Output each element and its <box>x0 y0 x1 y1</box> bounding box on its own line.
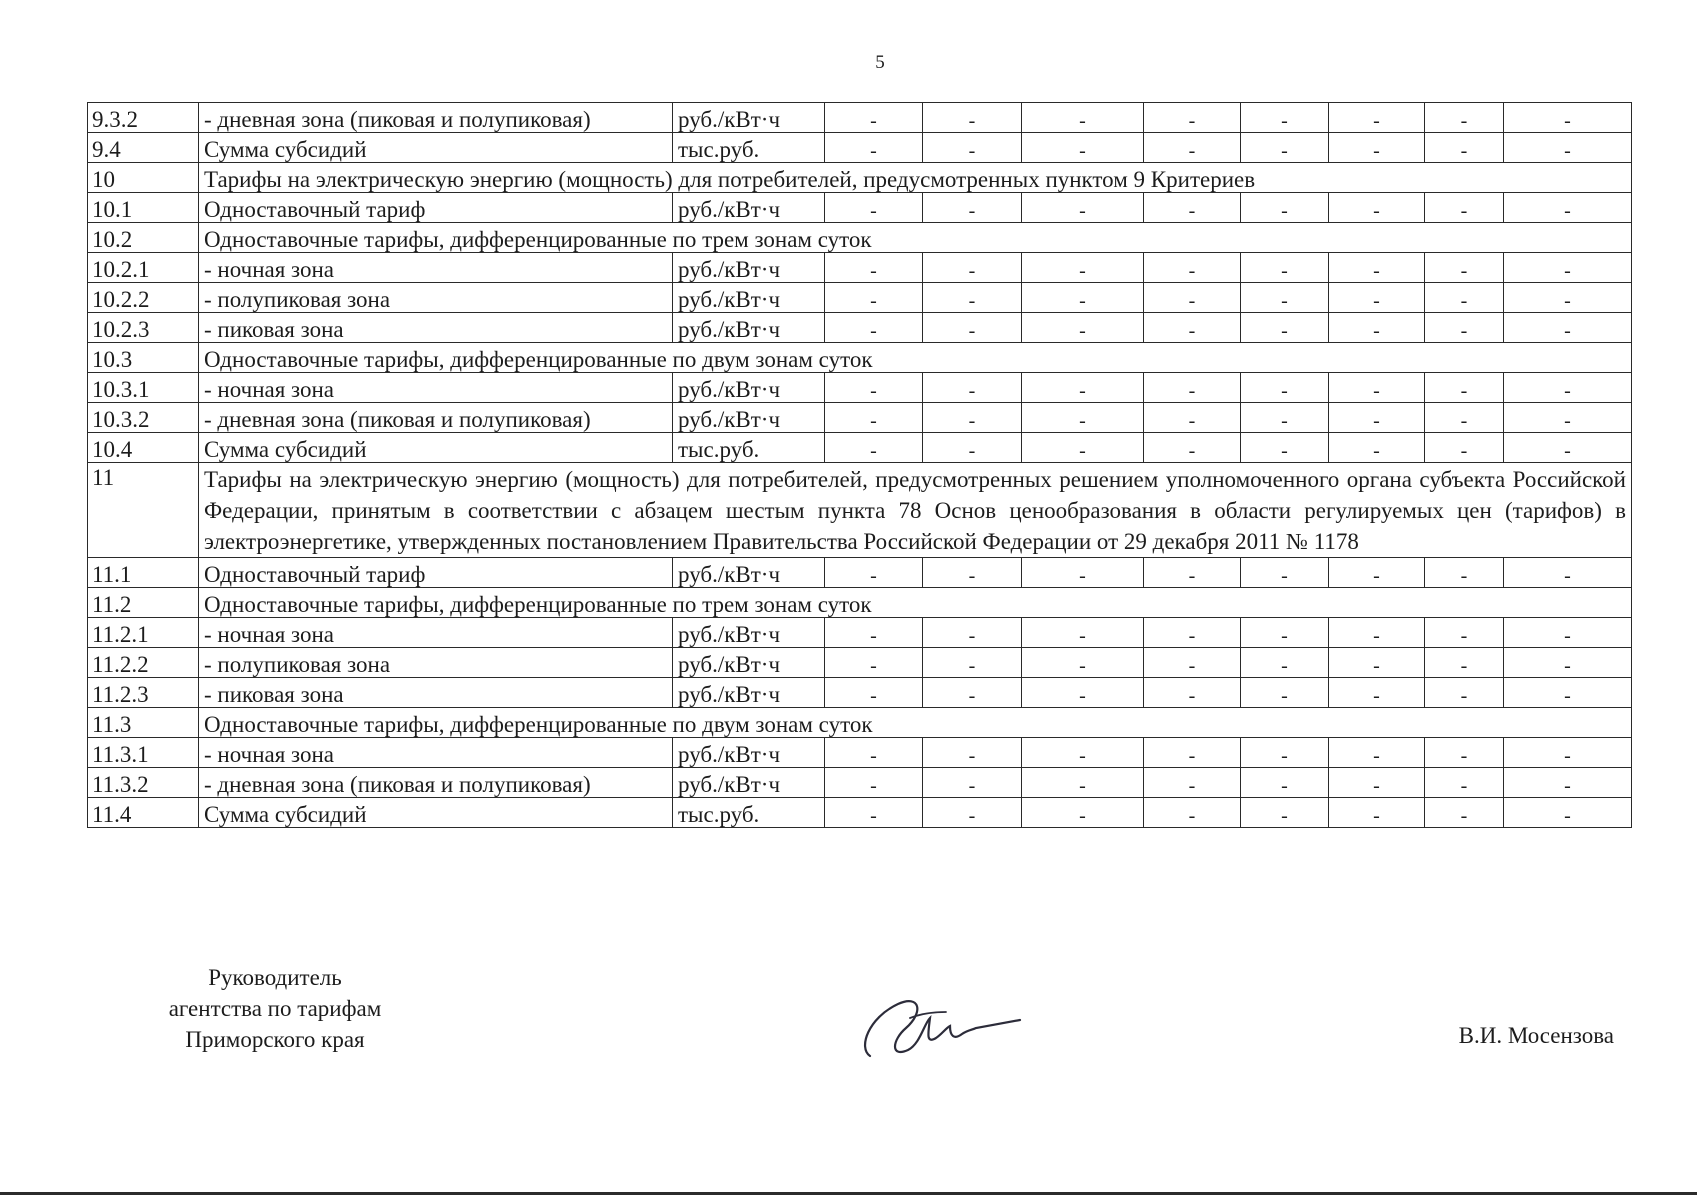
value-cell: - <box>923 678 1022 708</box>
row-number: 11.1 <box>88 558 199 588</box>
table-row <box>88 708 1632 738</box>
value-cell: - <box>825 648 923 678</box>
value-cell: - <box>1241 253 1329 283</box>
value-cell: - <box>1504 283 1632 313</box>
row-number: 11.3.1 <box>88 738 199 768</box>
value-cell: - <box>825 313 923 343</box>
row-number: 11.2 <box>88 588 199 618</box>
value-cell: - <box>923 768 1022 798</box>
value-cell: - <box>1329 133 1425 163</box>
row-name: - ночная зона <box>199 373 673 403</box>
value-cell: - <box>1504 648 1632 678</box>
value-cell: - <box>1329 313 1425 343</box>
value-cell: - <box>1329 768 1425 798</box>
row-name: Одноставочный тариф <box>199 558 673 588</box>
row-unit: тыс.руб. <box>673 133 825 163</box>
value-cell: - <box>1504 253 1632 283</box>
value-cell: - <box>923 253 1022 283</box>
tariff-table <box>87 102 1632 828</box>
value-cell: - <box>1241 558 1329 588</box>
value-cell: - <box>825 618 923 648</box>
value-cell: - <box>1425 133 1504 163</box>
value-cell: - <box>923 313 1022 343</box>
value-cell: - <box>1425 558 1504 588</box>
value-cell: - <box>1144 618 1241 648</box>
value-cell: - <box>1425 313 1504 343</box>
value-cell: - <box>825 373 923 403</box>
table-row <box>88 163 1632 193</box>
value-cell: - <box>1022 313 1144 343</box>
value-cell: - <box>923 798 1022 828</box>
row-unit: тыс.руб. <box>673 433 825 463</box>
value-cell: - <box>825 103 923 133</box>
value-cell: - <box>1329 798 1425 828</box>
value-cell: - <box>1022 768 1144 798</box>
row-name: - дневная зона (пиковая и полупиковая) <box>199 103 673 133</box>
value-cell: - <box>1329 678 1425 708</box>
row-number: 10.2 <box>88 223 199 253</box>
row-name: - ночная зона <box>199 253 673 283</box>
value-cell: - <box>1241 403 1329 433</box>
value-cell: - <box>1329 433 1425 463</box>
value-cell: - <box>1022 403 1144 433</box>
row-number: 10 <box>88 163 199 193</box>
value-cell: - <box>1504 133 1632 163</box>
value-cell: - <box>1144 558 1241 588</box>
row-number: 10.3.2 <box>88 403 199 433</box>
position-line-3: Приморского края <box>185 1027 365 1052</box>
signer-name: В.И. Мосензова <box>1458 1023 1614 1048</box>
value-cell: - <box>1504 558 1632 588</box>
value-cell: - <box>1022 618 1144 648</box>
section-heading: Одноставочные тарифы, дифференцированные по двум зонам суток <box>199 708 1632 738</box>
value-cell: - <box>1241 798 1329 828</box>
table-row <box>88 738 1632 768</box>
value-cell: - <box>1022 373 1144 403</box>
value-cell: - <box>1241 373 1329 403</box>
value-cell: - <box>923 373 1022 403</box>
value-cell: - <box>1329 648 1425 678</box>
value-cell: - <box>1144 313 1241 343</box>
row-unit: руб./кВт·ч <box>673 313 825 343</box>
row-name: - ночная зона <box>199 618 673 648</box>
value-cell: - <box>1504 103 1632 133</box>
row-number: 10.3.1 <box>88 373 199 403</box>
row-unit: руб./кВт·ч <box>673 373 825 403</box>
row-name: - полупиковая зона <box>199 648 673 678</box>
value-cell: - <box>1504 313 1632 343</box>
value-cell: - <box>1425 738 1504 768</box>
value-cell: - <box>1022 253 1144 283</box>
row-unit: руб./кВт·ч <box>673 193 825 223</box>
value-cell: - <box>1425 193 1504 223</box>
table-row <box>88 193 1632 223</box>
value-cell: - <box>1241 618 1329 648</box>
value-cell: - <box>1504 403 1632 433</box>
row-name: Сумма субсидий <box>199 798 673 828</box>
value-cell: - <box>1144 403 1241 433</box>
value-cell: - <box>1504 768 1632 798</box>
row-unit: руб./кВт·ч <box>673 768 825 798</box>
value-cell: - <box>825 283 923 313</box>
value-cell: - <box>1144 768 1241 798</box>
bottom-rule <box>0 1192 1697 1195</box>
row-unit: руб./кВт·ч <box>673 558 825 588</box>
row-number: 10.3 <box>88 343 199 373</box>
row-unit: руб./кВт·ч <box>673 648 825 678</box>
row-number: 11.2.3 <box>88 678 199 708</box>
value-cell: - <box>1425 283 1504 313</box>
value-cell: - <box>1425 678 1504 708</box>
table-row <box>88 648 1632 678</box>
row-number: 10.2.2 <box>88 283 199 313</box>
table-row <box>88 313 1632 343</box>
table-row <box>88 558 1632 588</box>
value-cell: - <box>1329 558 1425 588</box>
value-cell: - <box>1329 103 1425 133</box>
value-cell: - <box>923 648 1022 678</box>
value-cell: - <box>1425 648 1504 678</box>
value-cell: - <box>825 738 923 768</box>
value-cell: - <box>1329 403 1425 433</box>
section-heading: Одноставочные тарифы, дифференцированные по трем зонам суток <box>199 588 1632 618</box>
value-cell: - <box>1241 193 1329 223</box>
value-cell: - <box>1144 253 1241 283</box>
row-number: 9.3.2 <box>88 103 199 133</box>
value-cell: - <box>1241 133 1329 163</box>
value-cell: - <box>1504 618 1632 648</box>
value-cell: - <box>1022 798 1144 828</box>
section-heading: Одноставочные тарифы, дифференцированные по двум зонам суток <box>199 343 1632 373</box>
row-name: Сумма субсидий <box>199 133 673 163</box>
value-cell: - <box>923 738 1022 768</box>
value-cell: - <box>825 403 923 433</box>
value-cell: - <box>1144 678 1241 708</box>
value-cell: - <box>923 433 1022 463</box>
row-name: - ночная зона <box>199 738 673 768</box>
value-cell: - <box>1022 738 1144 768</box>
table-row <box>88 103 1632 133</box>
value-cell: - <box>1241 313 1329 343</box>
table-row <box>88 253 1632 283</box>
value-cell: - <box>1144 798 1241 828</box>
value-cell: - <box>1144 133 1241 163</box>
value-cell: - <box>1022 133 1144 163</box>
value-cell: - <box>1504 738 1632 768</box>
value-cell: - <box>1144 283 1241 313</box>
value-cell: - <box>825 133 923 163</box>
value-cell: - <box>1329 618 1425 648</box>
row-unit: руб./кВт·ч <box>673 618 825 648</box>
value-cell: - <box>1022 283 1144 313</box>
row-unit: руб./кВт·ч <box>673 678 825 708</box>
row-number: 11.4 <box>88 798 199 828</box>
row-name: - пиковая зона <box>199 313 673 343</box>
value-cell: - <box>825 678 923 708</box>
value-cell: - <box>825 798 923 828</box>
row-unit: руб./кВт·ч <box>673 253 825 283</box>
value-cell: - <box>1022 648 1144 678</box>
table-row <box>88 463 1632 558</box>
value-cell: - <box>825 253 923 283</box>
value-cell: - <box>1144 648 1241 678</box>
value-cell: - <box>1329 253 1425 283</box>
value-cell: - <box>1329 283 1425 313</box>
row-name: - дневная зона (пиковая и полупиковая) <box>199 403 673 433</box>
row-name: Сумма субсидий <box>199 433 673 463</box>
row-number: 11.2.2 <box>88 648 199 678</box>
value-cell: - <box>1241 678 1329 708</box>
row-number: 10.1 <box>88 193 199 223</box>
row-number: 10.2.3 <box>88 313 199 343</box>
value-cell: - <box>1425 618 1504 648</box>
value-cell: - <box>825 768 923 798</box>
value-cell: - <box>1425 433 1504 463</box>
value-cell: - <box>1504 678 1632 708</box>
table-row <box>88 433 1632 463</box>
value-cell: - <box>1329 373 1425 403</box>
value-cell: - <box>1022 558 1144 588</box>
value-cell: - <box>1241 738 1329 768</box>
row-unit: руб./кВт·ч <box>673 403 825 433</box>
value-cell: - <box>1241 648 1329 678</box>
row-number: 11.3.2 <box>88 768 199 798</box>
page-number: 5 <box>875 52 885 73</box>
value-cell: - <box>1144 193 1241 223</box>
value-cell: - <box>1144 738 1241 768</box>
section-heading: Тарифы на электрическую энергию (мощность) для потребителей, предусмотренных пунктом 9 Критериев <box>199 163 1632 193</box>
value-cell: - <box>1241 283 1329 313</box>
row-name: - полупиковая зона <box>199 283 673 313</box>
value-cell: - <box>1504 798 1632 828</box>
table-row <box>88 798 1632 828</box>
value-cell: - <box>923 618 1022 648</box>
value-cell: - <box>923 103 1022 133</box>
row-unit: руб./кВт·ч <box>673 103 825 133</box>
value-cell: - <box>1329 738 1425 768</box>
value-cell: - <box>825 433 923 463</box>
row-name: - пиковая зона <box>199 678 673 708</box>
table-row <box>88 678 1632 708</box>
value-cell: - <box>1144 373 1241 403</box>
value-cell: - <box>923 193 1022 223</box>
value-cell: - <box>1425 403 1504 433</box>
value-cell: - <box>923 403 1022 433</box>
value-cell: - <box>1425 253 1504 283</box>
value-cell: - <box>825 558 923 588</box>
row-number: 11 <box>88 463 199 558</box>
value-cell: - <box>1022 678 1144 708</box>
position-line-2: агентства по тарифам <box>168 996 382 1021</box>
value-cell: - <box>1022 103 1144 133</box>
table-row <box>88 588 1632 618</box>
value-cell: - <box>1022 193 1144 223</box>
row-name: Одноставочный тариф <box>199 193 673 223</box>
position-line-1: Руководитель <box>208 965 342 990</box>
value-cell: - <box>923 283 1022 313</box>
table-row <box>88 133 1632 163</box>
table-row <box>88 768 1632 798</box>
table-row <box>88 373 1632 403</box>
value-cell: - <box>825 193 923 223</box>
value-cell: - <box>923 558 1022 588</box>
table-row <box>88 283 1632 313</box>
row-number: 11.3 <box>88 708 199 738</box>
table-row <box>88 223 1632 253</box>
value-cell: - <box>1425 373 1504 403</box>
section-heading-long: Тарифы на электрическую энергию (мощность) для потребителей, предусмотренных решением уполномоченного органа субъекта Российской Федерации, принятым в соответствии с абзацем шестым пункта 78 Основ ценообразования в области регулируемых цен (тарифов) в электроэнергетике, утвержденных постановлением Правительства Российской Федерации от 29 декабря 2011 № 1178 <box>199 463 1632 558</box>
table-row <box>88 403 1632 433</box>
row-unit: руб./кВт·ч <box>673 283 825 313</box>
table-row <box>88 618 1632 648</box>
value-cell: - <box>1329 193 1425 223</box>
row-unit: тыс.руб. <box>673 798 825 828</box>
row-number: 9.4 <box>88 133 199 163</box>
row-number: 10.2.1 <box>88 253 199 283</box>
section-heading: Одноставочные тарифы, дифференцированные по трем зонам суток <box>199 223 1632 253</box>
row-unit: руб./кВт·ч <box>673 738 825 768</box>
signature-position-block <box>130 962 420 1055</box>
value-cell: - <box>1241 768 1329 798</box>
value-cell: - <box>1144 103 1241 133</box>
value-cell: - <box>1144 433 1241 463</box>
table-row <box>88 343 1632 373</box>
value-cell: - <box>1022 433 1144 463</box>
row-name: - дневная зона (пиковая и полупиковая) <box>199 768 673 798</box>
value-cell: - <box>1241 433 1329 463</box>
value-cell: - <box>1425 103 1504 133</box>
value-cell: - <box>1504 373 1632 403</box>
row-number: 11.2.1 <box>88 618 199 648</box>
tariff-table-body <box>88 103 1632 828</box>
value-cell: - <box>1241 103 1329 133</box>
row-number: 10.4 <box>88 433 199 463</box>
value-cell: - <box>1425 768 1504 798</box>
value-cell: - <box>1504 433 1632 463</box>
value-cell: - <box>1504 193 1632 223</box>
handwritten-signature <box>850 978 1030 1068</box>
value-cell: - <box>1425 798 1504 828</box>
value-cell: - <box>923 133 1022 163</box>
